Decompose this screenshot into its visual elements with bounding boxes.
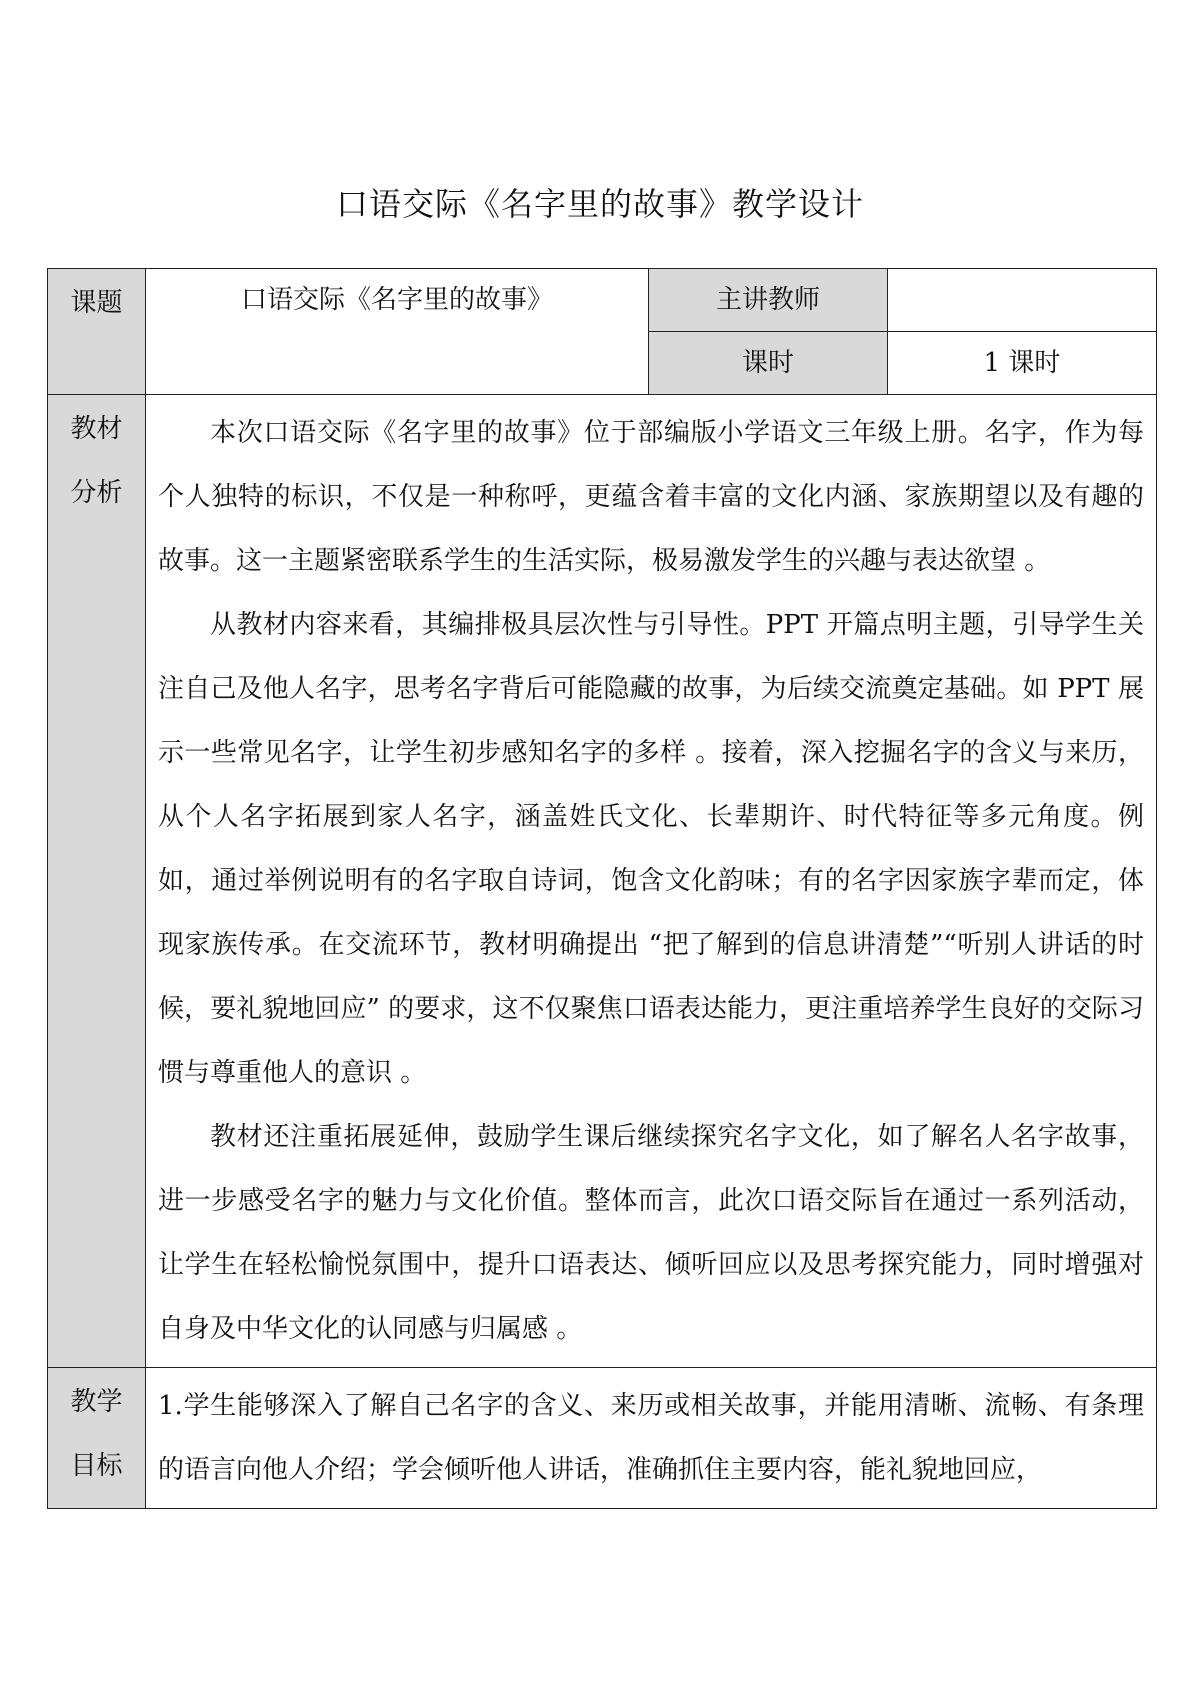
teacher-label: 主讲教师 <box>715 285 820 315</box>
objectives-label-line2: 目标 <box>70 1451 123 1481</box>
analysis-label-cell <box>48 395 146 1368</box>
teacher-value-cell <box>888 269 1157 332</box>
hours-label: 课时 <box>741 348 794 378</box>
analysis-label-line2: 分析 <box>70 478 123 508</box>
table-row-objectives <box>48 1368 1157 1509</box>
hours-value: 1 课时 <box>983 348 1061 378</box>
objectives-label-line1: 教学 <box>70 1387 123 1417</box>
objectives-text: 1.学生能够深入了解自己名字的含义、来历或相关故事，并能用清晰、流畅、有条理的语言向他人介绍；学会倾听他人讲话，准确抓住主要内容，能礼貌地回应， <box>158 1391 1144 1485</box>
topic-label: 课题 <box>70 288 123 318</box>
topic-value-cell <box>146 269 649 395</box>
hours-value-cell <box>888 332 1157 395</box>
topic-value: 口语交际《名字里的故事》 <box>240 285 553 315</box>
analysis-label-line1: 教材 <box>70 414 123 444</box>
table-row-analysis <box>48 395 1157 1368</box>
table-row-topic <box>48 269 1157 332</box>
document-title: 口语交际《名字里的故事》教学设计 <box>335 185 864 223</box>
analysis-content-cell <box>146 395 1157 1368</box>
lesson-plan-table <box>47 268 1157 1509</box>
analysis-paragraph: 从教材内容来看，其编排极具层次性与引导性。PPT 开篇点明主题，引导学生关注自己及他人名字，思考名字背后可能隐藏的故事，为后续交流奠定基础。如 PPT 展示一些常见名字，让学生初步感知名字的多样 。接着，深入挖掘名字的含义与来历，从个人名字拓展到家人名字，涵盖姓氏文化、长辈期许、时代特征等多元角度。例如，通过举例说明有的名字取自诗词，饱含文化韵味；有的名字因家族字辈而定，体现家族传承。在交流环节，教材明确提出 “把了解到的信息讲清楚”“听别人讲话的时候，要礼貌地回应” 的要求，这不仅聚焦口语表达能力，更注重培养学生良好的交际习惯与尊重他人的意识 。 <box>158 610 1144 1088</box>
hours-label-cell <box>649 332 888 395</box>
teacher-label-cell <box>649 269 888 332</box>
topic-label-cell <box>48 269 146 395</box>
objectives-content-cell <box>146 1368 1157 1509</box>
analysis-paragraph: 教材还注重拓展延伸，鼓励学生课后继续探究名字文化，如了解名人名字故事，进一步感受名字的魅力与文化价值。整体而言，此次口语交际旨在通过一系列活动，让学生在轻松愉悦氛围中，提升口语表达、倾听回应以及思考探究能力，同时增强对自身及中华文化的认同感与归属感 。 <box>158 1122 1144 1344</box>
analysis-paragraph: 本次口语交际《名字里的故事》位于部编版小学语文三年级上册。名字，作为每个人独特的标识，不仅是一种称呼，更蕴含着丰富的文化内涵、家族期望以及有趣的故事。这一主题紧密联系学生的生活实际，极易激发学生的兴趣与表达欲望 。 <box>158 418 1144 576</box>
objectives-label-cell <box>48 1368 146 1509</box>
